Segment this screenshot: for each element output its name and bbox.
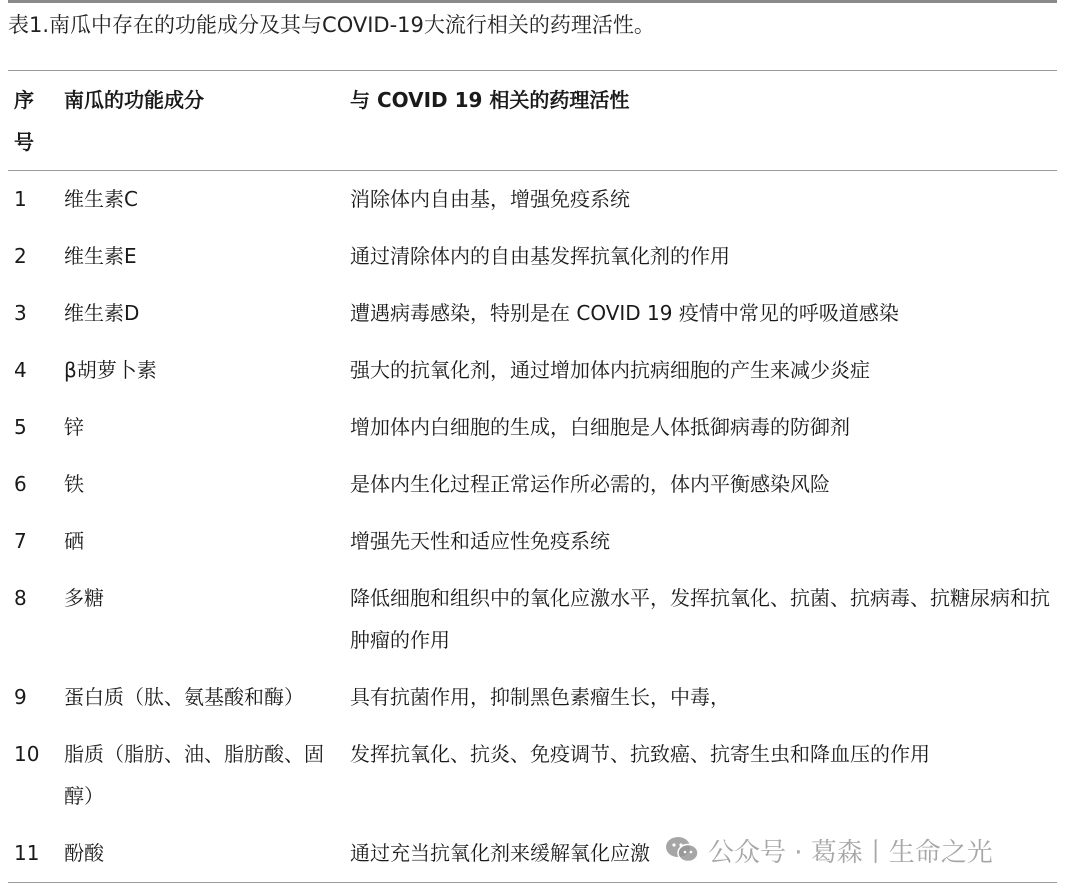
watermark-text: 公众号 · 葛森丨生命之光 bbox=[708, 837, 993, 868]
row-component: 酚酸 bbox=[64, 841, 104, 865]
table-row bbox=[8, 228, 1057, 285]
row-index: 2 bbox=[14, 244, 27, 268]
row-index: 9 bbox=[14, 685, 27, 709]
table-row bbox=[8, 669, 1057, 726]
table-row bbox=[8, 570, 1057, 669]
row-component: 铁 bbox=[64, 472, 84, 496]
row-activity: 增加体内白细胞的生成，白细胞是人体抵御病毒的防御剂 bbox=[350, 415, 850, 439]
table-header bbox=[8, 71, 1057, 171]
data-table bbox=[8, 70, 1057, 883]
row-activity: 降低细胞和组织中的氧化应激水平，发挥抗氧化、抗菌、抗病毒、抗糖尿病和抗肿瘤的作用 bbox=[350, 586, 1050, 652]
row-index: 8 bbox=[14, 586, 27, 610]
table-caption: 表1.南瓜中存在的功能成分及其与COVID-19大流行相关的药理活性。 bbox=[8, 13, 655, 37]
row-index: 1 bbox=[14, 187, 27, 211]
row-component: 维生素D bbox=[64, 301, 140, 325]
row-component: 锌 bbox=[64, 415, 84, 439]
table-row bbox=[8, 342, 1057, 399]
header-row bbox=[8, 71, 1057, 171]
row-index: 10 bbox=[14, 742, 40, 766]
row-index: 7 bbox=[14, 529, 27, 553]
table-row bbox=[8, 399, 1057, 456]
table-body bbox=[8, 171, 1057, 883]
row-activity: 增强先天性和适应性免疫系统 bbox=[350, 529, 610, 553]
row-activity: 是体内生化过程正常运作所必需的，体内平衡感染风险 bbox=[350, 472, 830, 496]
row-activity: 具有抗菌作用，抑制黑色素瘤生长，中毒， bbox=[350, 685, 730, 709]
row-activity: 遭遇病毒感染，特别是在 COVID 19 疫情中常见的呼吸道感染 bbox=[350, 301, 899, 325]
row-activity: 发挥抗氧化、抗炎、免疫调节、抗致癌、抗寄生虫和降血压的作用 bbox=[350, 742, 930, 766]
table-container bbox=[8, 70, 1057, 883]
row-activity: 通过清除体内的自由基发挥抗氧化剂的作用 bbox=[350, 244, 730, 268]
row-activity: 消除体内自由基，增强免疫系统 bbox=[350, 187, 630, 211]
row-component: β胡萝卜素 bbox=[64, 358, 157, 382]
row-activity: 强大的抗氧化剂，通过增加体内抗病细胞的产生来减少炎症 bbox=[350, 358, 870, 382]
table-row bbox=[8, 171, 1057, 229]
row-component: 维生素C bbox=[64, 187, 138, 211]
row-component: 维生素E bbox=[64, 244, 137, 268]
row-component: 多糖 bbox=[64, 586, 104, 610]
table-row bbox=[8, 513, 1057, 570]
row-index: 5 bbox=[14, 415, 27, 439]
row-index: 4 bbox=[14, 358, 27, 382]
row-activity: 通过充当抗氧化剂来缓解氧化应激 bbox=[350, 841, 650, 865]
row-component: 硒 bbox=[64, 529, 84, 553]
header-activity: 与 COVID 19 相关的药理活性 bbox=[350, 88, 630, 112]
row-component: 蛋白质（肽、氨基酸和酶） bbox=[64, 685, 304, 709]
header-component: 南瓜的功能成分 bbox=[64, 88, 204, 112]
table-row bbox=[8, 285, 1057, 342]
row-index: 3 bbox=[14, 301, 27, 325]
row-index: 11 bbox=[14, 841, 40, 865]
header-index: 序号 bbox=[14, 88, 34, 154]
table-row bbox=[8, 456, 1057, 513]
table-row bbox=[8, 726, 1057, 825]
top-rule bbox=[8, 0, 1057, 3]
row-component: 脂质（脂肪、油、脂肪酸、固醇） bbox=[64, 742, 324, 808]
table-row bbox=[8, 825, 1057, 883]
row-index: 6 bbox=[14, 472, 27, 496]
